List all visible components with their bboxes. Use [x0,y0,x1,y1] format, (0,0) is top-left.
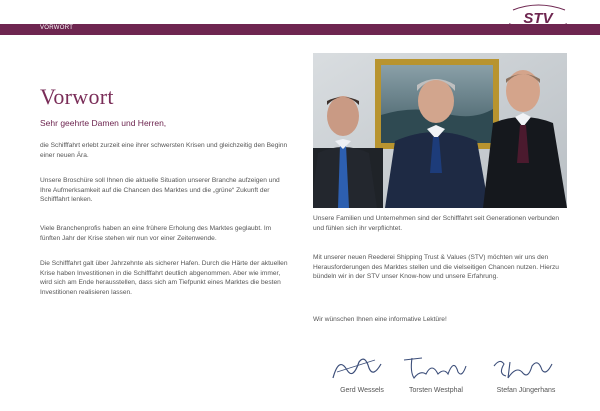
team-photo [313,53,567,208]
paragraph: Wir wünschen Ihnen eine informative Lektüre! [313,316,447,323]
stv-logo [507,2,569,32]
paragraph: Mit unserer neuen Reederei Shipping Trust & Values (STV) möchten wir uns den Herausforderungen des Marktes stellen und die vielseitigen Chancen nutzen. Hierzu bündeln wir in der STV unser Know-how und unsere Erfahrung. [313,254,559,281]
page-title: Vorwort [40,84,114,109]
signature-gerd-wessels [325,352,395,384]
paragraph: Die Schifffahrt galt über Jahrzehnte als sicherer Hafen. Durch die Härte der aktuellen Krise haben Investitionen in die Schifffahrt deutlich abgenommen. Aber wie immer, wird sich am Ende herausstellen, dass sich am Tiefpunkt eines Marktes die besten Investitionen realisieren lassen. [40,260,288,297]
paragraph: die Schifffahrt erlebt zurzeit eine ihrer schwersten Krisen und gleichzeitig den Beginn einer neuen Ära. [40,142,288,159]
salutation: Sehr geehrte Damen und Herren, [40,118,167,128]
signature-stefan-juengerhans [490,352,560,384]
signatory-name: Gerd Wessels [340,387,384,394]
section-label: VORWORT [40,25,74,31]
paragraph: Viele Branchenprofis haben an eine frühere Erholung des Marktes geglaubt. Im fünften Jahr der Krise stehen wir nun vor einer Zeitenwende. [40,225,272,242]
logo-text: STV [523,10,553,27]
paragraph: Unsere Broschüre soll Ihnen die aktuelle Situation unserer Branche aufzeigen und Ihre Aufmerksamkeit auf die Chancen des Marktes und die „grüne“ Zukunft der Schifffahrt lenken. [40,177,280,204]
signatory-name: Stefan Jüngerhans [496,387,556,394]
signature-torsten-westphal [400,352,470,384]
paragraph: Unsere Familien und Unternehmen sind der Schifffahrt seit Generationen verbunden und fühlen sich ihr verpflichtet. [313,215,560,232]
signatory-name: Torsten Westphal [409,387,463,394]
